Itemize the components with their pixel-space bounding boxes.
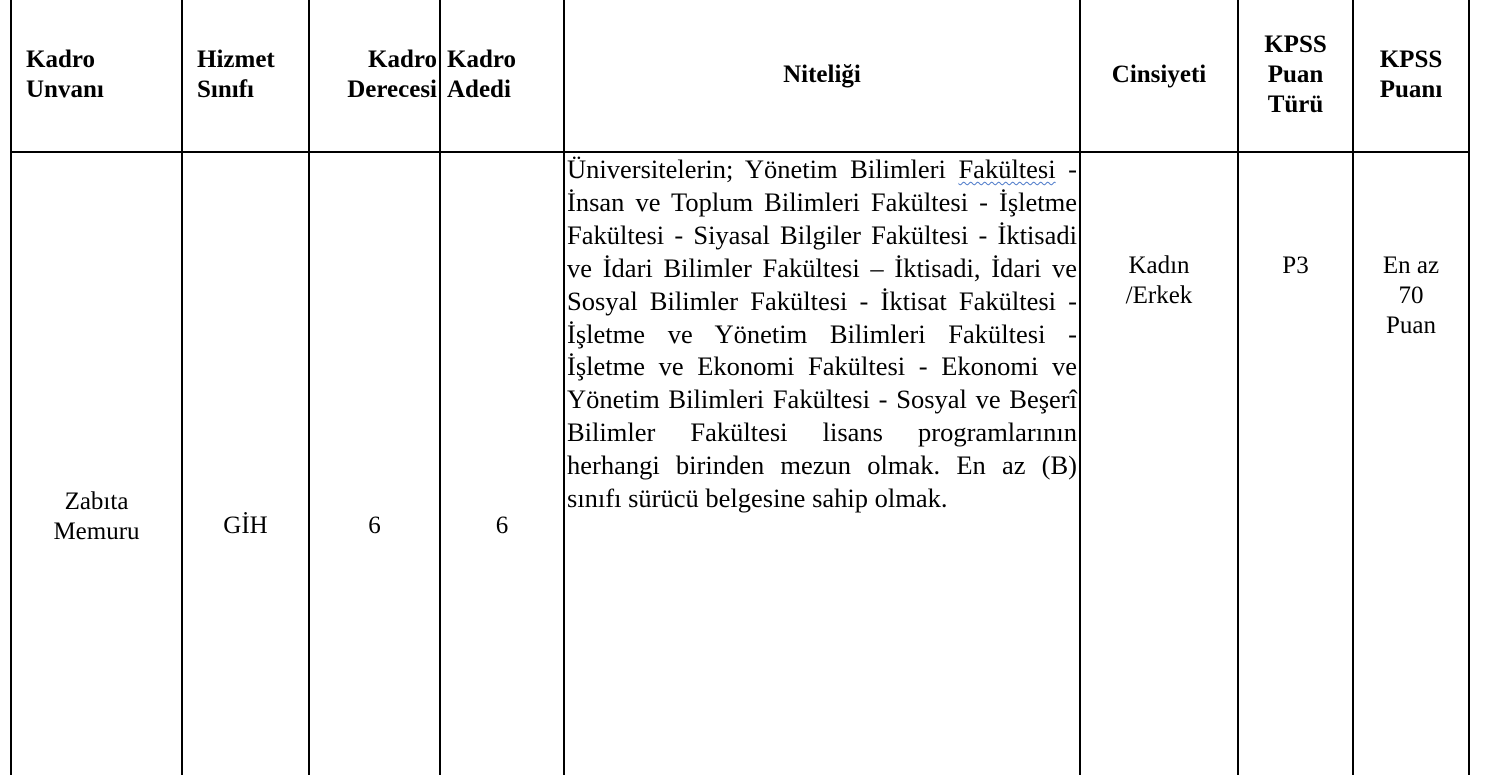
header-kpss-puan-turu: KPSS Puan Türü <box>1238 0 1353 152</box>
header-kadro-derecesi: Kadro Derecesi <box>309 0 440 152</box>
header-kadro-unvani: Kadro Unvanı <box>11 0 182 152</box>
header-kpss-puani: KPSS Puanı <box>1353 0 1469 152</box>
cell-kpss-puani: En az 70 Puan <box>1353 152 1469 775</box>
spellcheck-underlined-word: Fakültesi <box>958 154 1056 184</box>
header-cinsiyeti: Cinsiyeti <box>1080 0 1238 152</box>
cell-hizmet-sinifi: GİH <box>182 152 309 775</box>
header-niteligi: Niteliği <box>564 0 1080 152</box>
cell-kadro-derecesi: 6 <box>309 152 440 775</box>
header-row <box>11 0 1469 152</box>
cell-kpss-puan-turu: P3 <box>1238 152 1353 775</box>
cell-niteligi <box>564 152 1080 775</box>
cell-kadro-adedi: 6 <box>440 152 564 775</box>
niteligi-text: Üniversitelerin; Yönetim Bilimleri Fakültesi - İnsan ve Toplum Bilimleri Fakültesi - İşletme Fakültesi - Siyasal Bilgiler Fakültesi - İktisadi ve İdari Bilimler Fakültesi – İktisadi, İdari ve Sosyal Bilimler Fakültesi - İktisat Fakültesi - İşletme ve Yönetim Bilimleri Fakültesi - İşletme ve Ekonomi Fakültesi - Ekonomi ve Yönetim Bilimleri Fakültesi - Sosyal ve Beşerî Bilimler Fakültesi lisans programlarının herhangi birinden mezun olmak. En az (B) sınıfı sürücü belgesine sahip olmak. <box>567 154 1077 514</box>
header-kadro-adedi: Kadro Adedi <box>440 0 564 152</box>
header-hizmet-sinifi: Hizmet Sınıfı <box>182 0 309 152</box>
kadro-table <box>10 0 1470 775</box>
data-row <box>11 152 1469 775</box>
cell-kadro-unvani: Zabıta Memuru <box>11 152 182 775</box>
cell-cinsiyeti: Kadın /Erkek <box>1080 152 1238 775</box>
